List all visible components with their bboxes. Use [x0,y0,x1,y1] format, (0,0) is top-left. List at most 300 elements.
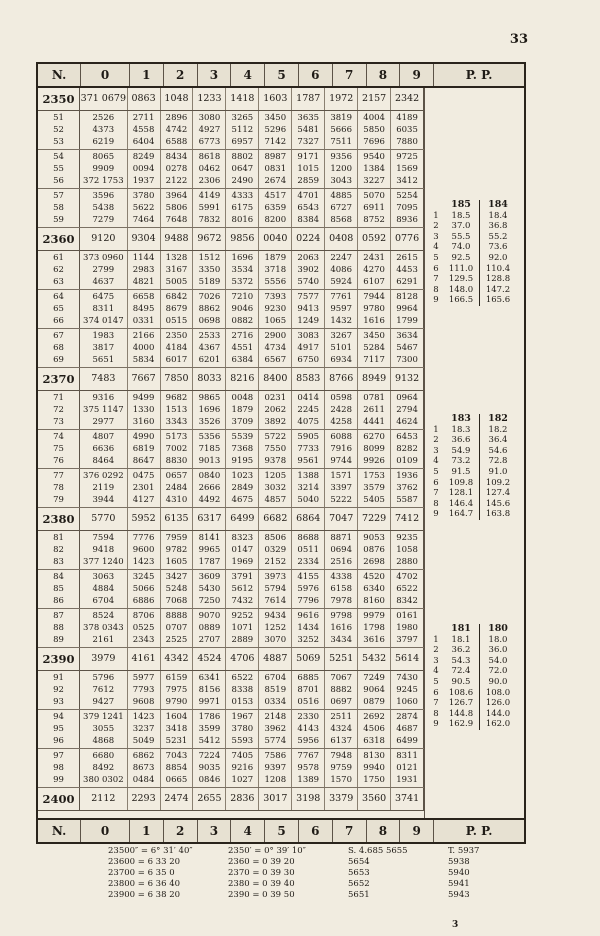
log-mantissa: 3817 [92,343,115,353]
row-number: 91 [53,673,64,683]
value-cell-col-5 [259,111,292,149]
value-cell-col-1 [128,189,161,227]
log-mantissa: 6934 [330,355,352,365]
log-mantissa: 5977 [132,673,155,683]
log-mantissa: 9413 [297,304,320,314]
pp-row [429,645,517,656]
value-cell-col-5 [259,368,292,390]
pp-row [429,295,517,306]
log-mantissa: 4868 [92,736,115,746]
pp-index: 3 [433,445,439,456]
row-number: 71 [53,393,64,403]
row-number: 2360 [42,232,75,246]
row-group [38,430,424,469]
log-mantissa: 1616 [330,623,352,633]
value-cell-col-4 [226,111,259,149]
log-mantissa: 6291 [396,277,418,287]
log-mantissa: 2799 [92,265,115,275]
log-mantissa: 7648 [165,215,188,225]
log-mantissa: 2343 [132,635,155,645]
pp-value: 18.3 [443,425,480,436]
log-mantissa: 378 0343 [83,623,124,633]
log-mantissa: 3596 [92,191,115,201]
log-mantissa: 4558 [132,125,155,135]
log-mantissa: 5405 [363,495,385,505]
log-mantissa: 1787 [198,557,221,567]
pp-value: 126.7 [443,698,480,709]
log-mantissa: 9782 [165,545,188,555]
log-mantissa: 9499 [132,393,155,403]
header-col-5: 5 [265,64,299,86]
row-number: 2370 [42,372,75,386]
log-mantissa: 2525 [165,635,188,645]
note-cell: 5940 [448,868,470,878]
pp-value: 73.2 [443,456,480,467]
log-mantissa: 3599 [198,724,221,734]
row-number-cell [38,368,80,390]
log-mantissa: 2293 [131,793,156,804]
value-cell-col-8 [358,671,391,709]
value-cell-col-8 [358,648,391,670]
note-cell: 23600 = 6 33 20 [108,857,181,867]
pp-row [429,264,517,275]
pp-row [429,285,517,296]
note-cell: 23800 = 6 36 40 [108,879,181,889]
value-cell-col-2 [161,469,194,507]
log-mantissa: 1605 [165,557,188,567]
log-mantissa: 6522 [396,584,418,594]
value-cell-col-3 [193,228,226,250]
log-mantissa: 9120 [91,233,116,244]
log-mantissa: 1513 [165,405,188,415]
value-cell-col-9 [391,671,424,709]
log-table [36,62,526,844]
log-mantissa: 0515 [165,316,188,326]
pp-index: 1 [433,210,439,221]
value-cell-col-1 [128,648,161,670]
value-cell-col-6 [292,648,325,670]
log-mantissa: 2112 [91,793,116,804]
pp-value: 162.9 [443,719,480,730]
log-mantissa: 2161 [92,635,115,645]
pp-row [429,509,517,520]
log-mantissa: 8882 [330,685,352,695]
log-mantissa: 8464 [92,456,115,466]
log-mantissa: 4373 [92,125,115,135]
log-mantissa: 9926 [363,456,385,466]
note-row [108,857,528,868]
log-mantissa: 3055 [92,724,115,734]
value-cell-col-2 [161,88,194,110]
value-cell-col-0 [80,150,128,188]
row-number: 61 [53,253,64,263]
log-mantissa: 7279 [92,215,115,225]
log-mantissa: 1048 [164,93,189,104]
value-cell-col-4 [226,290,259,328]
log-mantissa: 7224 [198,751,221,761]
log-mantissa: 2674 [264,176,287,186]
log-mantissa: 7776 [132,533,155,543]
row-number: 67 [53,331,64,341]
log-mantissa: 0882 [231,316,254,326]
log-mantissa: 0698 [198,316,221,326]
log-mantissa: 0462 [198,164,221,174]
log-mantissa: 3083 [297,331,320,341]
note-cell: 5654 [348,857,370,867]
log-mantissa: 0846 [198,775,221,785]
value-cell-col-7 [325,88,358,110]
log-mantissa: 5040 [297,495,320,505]
log-mantissa: 1423 [132,712,155,722]
header-col-6: 6 [299,64,333,86]
value-cell-col-0 [80,469,128,507]
log-mantissa: 6035 [396,125,418,135]
log-mantissa: 9759 [330,763,352,773]
log-mantissa: 2342 [394,93,420,104]
value-cell-col-0 [80,508,128,530]
pp-value: 73.6 [488,242,508,253]
value-cell-col-9 [391,609,424,647]
log-mantissa: 4506 [363,724,385,734]
value-cell-col-7 [325,570,358,608]
log-mantissa: 8492 [92,763,115,773]
log-mantissa: 5248 [165,584,188,594]
value-cell-col-1 [128,710,161,748]
value-cell-col-9 [391,430,424,468]
log-mantissa: 1980 [396,623,418,633]
log-mantissa: 9013 [198,456,221,466]
log-mantissa: 6680 [92,751,115,761]
row-group [38,749,424,788]
log-mantissa: 3534 [231,265,254,275]
log-mantissa: 4702 [396,572,418,582]
log-mantissa: 6567 [264,355,287,365]
log-mantissa: 3063 [92,572,115,582]
row-number-cell [38,710,80,748]
pp-row [429,488,517,499]
value-cell-col-8 [358,391,391,429]
row-number: 63 [53,277,64,287]
log-mantissa: 9597 [330,304,352,314]
log-mantissa: 7696 [363,137,385,147]
log-mantissa: 9979 [363,611,385,621]
pp-index: 6 [433,263,439,274]
log-mantissa: 6107 [363,277,385,287]
log-mantissa: 4492 [198,495,221,505]
log-mantissa: 3741 [394,793,420,804]
row-number-cell [38,749,80,787]
value-cell-col-6 [292,531,325,569]
log-mantissa: 1570 [330,775,352,785]
log-mantissa: 0781 [363,393,385,403]
table-body [38,88,524,818]
log-mantissa: 2698 [363,557,385,567]
pp-value: 111.0 [443,264,480,275]
key-row [38,368,424,391]
pp-value: 109.8 [443,478,480,489]
log-mantissa: 4857 [264,495,287,505]
log-mantissa: 1388 [297,471,320,481]
log-mantissa: 6658 [132,292,155,302]
value-cell-col-0 [80,710,128,748]
value-cell-col-5 [259,749,292,787]
pp-heading [429,200,517,211]
log-mantissa: 3198 [296,793,321,804]
pp-value: 164.7 [443,509,480,520]
note-cell: T. 5937 [448,846,480,856]
log-mantissa: 3450 [363,331,385,341]
value-cell-col-1 [128,290,161,328]
log-mantissa: 2166 [132,331,155,341]
log-mantissa: 0657 [165,471,188,481]
pp-difference: 183 [443,414,480,425]
log-mantissa: 0511 [297,545,320,555]
pp-row [429,635,517,646]
pp-value: 145.6 [485,498,511,509]
log-mantissa: 1983 [92,331,115,341]
log-mantissa: 8384 [297,215,320,225]
value-cell-col-9 [391,648,424,670]
log-mantissa: 4524 [197,653,222,664]
log-mantissa: 4075 [297,417,320,427]
header-col-8: 8 [367,64,401,86]
row-number: 2390 [42,652,75,666]
log-mantissa: 2611 [363,405,385,415]
row-number: 75 [53,444,64,454]
log-mantissa: 3979 [91,653,116,664]
pp-index: 8 [433,498,439,509]
value-cell-col-2 [161,648,194,670]
footer-col-0: 0 [81,820,130,842]
row-number: 55 [53,164,64,174]
log-mantissa: 9608 [132,697,155,707]
row-number: 88 [53,623,64,633]
row-number: 59 [53,215,64,225]
log-mantissa: 2119 [92,483,115,493]
log-mantissa: 8323 [231,533,254,543]
log-mantissa: 9195 [231,456,254,466]
log-mantissa: 9304 [131,233,156,244]
log-mantissa: 3609 [198,572,221,582]
log-mantissa: 6885 [297,673,320,683]
value-cell-col-3 [193,749,226,787]
pp-value: 18.1 [443,635,480,646]
value-cell-col-0 [80,88,128,110]
footer-col-4: 4 [231,820,265,842]
log-mantissa: 5794 [264,584,287,594]
pp-value: 36.2 [443,645,480,656]
log-mantissa: 9046 [231,304,254,314]
value-cell-col-4 [226,88,259,110]
pp-block [429,200,517,306]
log-mantissa: 6911 [363,203,385,213]
value-cell-col-9 [391,391,424,429]
pp-row [429,478,517,489]
log-mantissa: 5231 [165,736,188,746]
table-footer [38,818,524,842]
value-cell-col-3 [193,88,226,110]
log-mantissa: 3819 [330,113,352,123]
log-mantissa: 4520 [363,572,385,582]
value-cell-col-1 [128,469,161,507]
log-mantissa: 1328 [165,253,188,263]
log-mantissa: 1144 [132,253,155,263]
pp-value: 54.9 [443,446,480,457]
value-cell-col-5 [259,251,292,289]
log-mantissa: 1604 [165,712,188,722]
log-mantissa: 9035 [198,763,221,773]
value-cell-col-2 [161,111,194,149]
log-mantissa: 7667 [131,373,156,384]
row-number: 64 [53,292,64,302]
log-mantissa: 0879 [363,697,385,707]
pp-difference: 180 [488,623,508,634]
log-mantissa: 9744 [330,456,352,466]
row-number-cell [38,88,80,110]
value-cell-col-1 [128,609,161,647]
log-mantissa: 4338 [330,572,352,582]
log-mantissa: 3397 [330,483,352,493]
log-mantissa: 5251 [329,653,354,664]
value-cell-col-8 [358,788,391,810]
log-mantissa: 8282 [396,444,418,454]
pp-value: 108.0 [485,687,511,698]
value-cell-col-3 [193,189,226,227]
value-cell-col-2 [161,189,194,227]
log-mantissa: 5005 [165,277,188,287]
note-cell: 5943 [448,890,470,900]
log-mantissa: 4149 [198,191,221,201]
log-mantissa: 1616 [363,316,385,326]
value-cell-col-2 [161,391,194,429]
value-cell-col-7 [325,648,358,670]
log-mantissa: 5834 [132,355,155,365]
header-col-1: 1 [130,64,164,86]
pp-value: 18.4 [488,210,508,221]
log-mantissa: 2428 [330,405,352,415]
log-mantissa: 6453 [396,432,418,442]
value-cell-col-7 [325,508,358,530]
log-mantissa: 9053 [363,533,385,543]
value-cell-col-7 [325,290,358,328]
pp-index: 4 [433,456,439,467]
value-cell-col-4 [226,508,259,530]
row-number: 57 [53,191,64,201]
note-row [108,890,528,901]
log-mantissa: 9488 [164,233,189,244]
row-number: 78 [53,483,64,493]
log-mantissa: 9790 [165,697,188,707]
log-mantissa: 2301 [132,483,155,493]
row-number: 85 [53,584,64,594]
log-mantissa: 3635 [297,113,320,123]
log-mantissa: 1027 [231,775,254,785]
log-mantissa: 4367 [198,343,221,353]
log-mantissa: 5850 [363,125,385,135]
pp-row [429,242,517,253]
value-cell-col-0 [80,788,128,810]
log-mantissa: 8519 [264,685,287,695]
log-mantissa: 2157 [362,93,387,104]
log-mantissa: 4324 [330,724,352,734]
pp-index: 4 [433,242,439,253]
log-mantissa: 9561 [297,456,320,466]
log-mantissa: 9434 [264,611,287,621]
log-mantissa: 8752 [363,215,385,225]
log-mantissa: 0697 [330,697,352,707]
log-mantissa: 5432 [362,653,387,664]
log-mantissa: 2511 [330,712,352,722]
log-mantissa: 6864 [296,513,321,524]
row-group [38,609,424,648]
row-number: 76 [53,456,64,466]
log-mantissa: 9356 [330,152,352,162]
pp-row [429,719,517,730]
row-group [38,251,424,290]
row-number-cell [38,648,80,670]
pp-value: 55.2 [488,231,508,242]
row-number: 87 [53,611,64,621]
key-row [38,508,424,531]
pp-row [429,425,517,436]
log-mantissa: 5770 [91,513,116,524]
log-mantissa: 6886 [132,596,155,606]
log-mantissa: 4551 [231,343,254,353]
row-number: 68 [53,343,64,353]
log-mantissa: 7612 [92,685,115,695]
log-mantissa: 3579 [363,483,385,493]
log-mantissa: 3427 [165,572,188,582]
log-mantissa: 6682 [263,513,288,524]
row-number: 86 [53,596,64,606]
value-cell-col-2 [161,329,194,367]
log-mantissa: 1205 [264,471,287,481]
pp-difference: 184 [488,199,508,210]
log-mantissa: 6842 [165,292,188,302]
log-mantissa: 7405 [231,751,254,761]
pp-index: 4 [433,666,439,677]
pp-row [429,456,517,467]
log-mantissa: 5438 [92,203,115,213]
pp-index: 8 [433,708,439,719]
log-mantissa: 9378 [264,456,287,466]
log-mantissa: 8311 [92,304,115,314]
footer-col-2: 2 [164,820,198,842]
log-mantissa: 2655 [197,793,222,804]
value-cell-col-4 [226,710,259,748]
log-mantissa: 9397 [264,763,287,773]
pp-value: 163.8 [485,509,511,520]
log-mantissa: 1058 [396,545,418,555]
log-mantissa: 1799 [396,316,418,326]
pp-value: 90.5 [443,677,480,688]
row-number: 96 [53,736,64,746]
log-mantissa: 3412 [396,176,418,186]
value-cell-col-9 [391,570,424,608]
log-mantissa: 9600 [132,545,155,555]
pp-row [429,709,517,720]
log-mantissa: 0040 [263,233,288,244]
log-mantissa: 5539 [231,432,254,442]
key-row [38,88,424,111]
value-cell-col-6 [292,609,325,647]
pp-value: 91.0 [488,466,508,477]
row-number: 65 [53,304,64,314]
log-mantissa: 0707 [165,623,188,633]
value-cell-col-1 [128,430,161,468]
value-cell-col-0 [80,391,128,429]
log-mantissa: 3709 [231,417,254,427]
